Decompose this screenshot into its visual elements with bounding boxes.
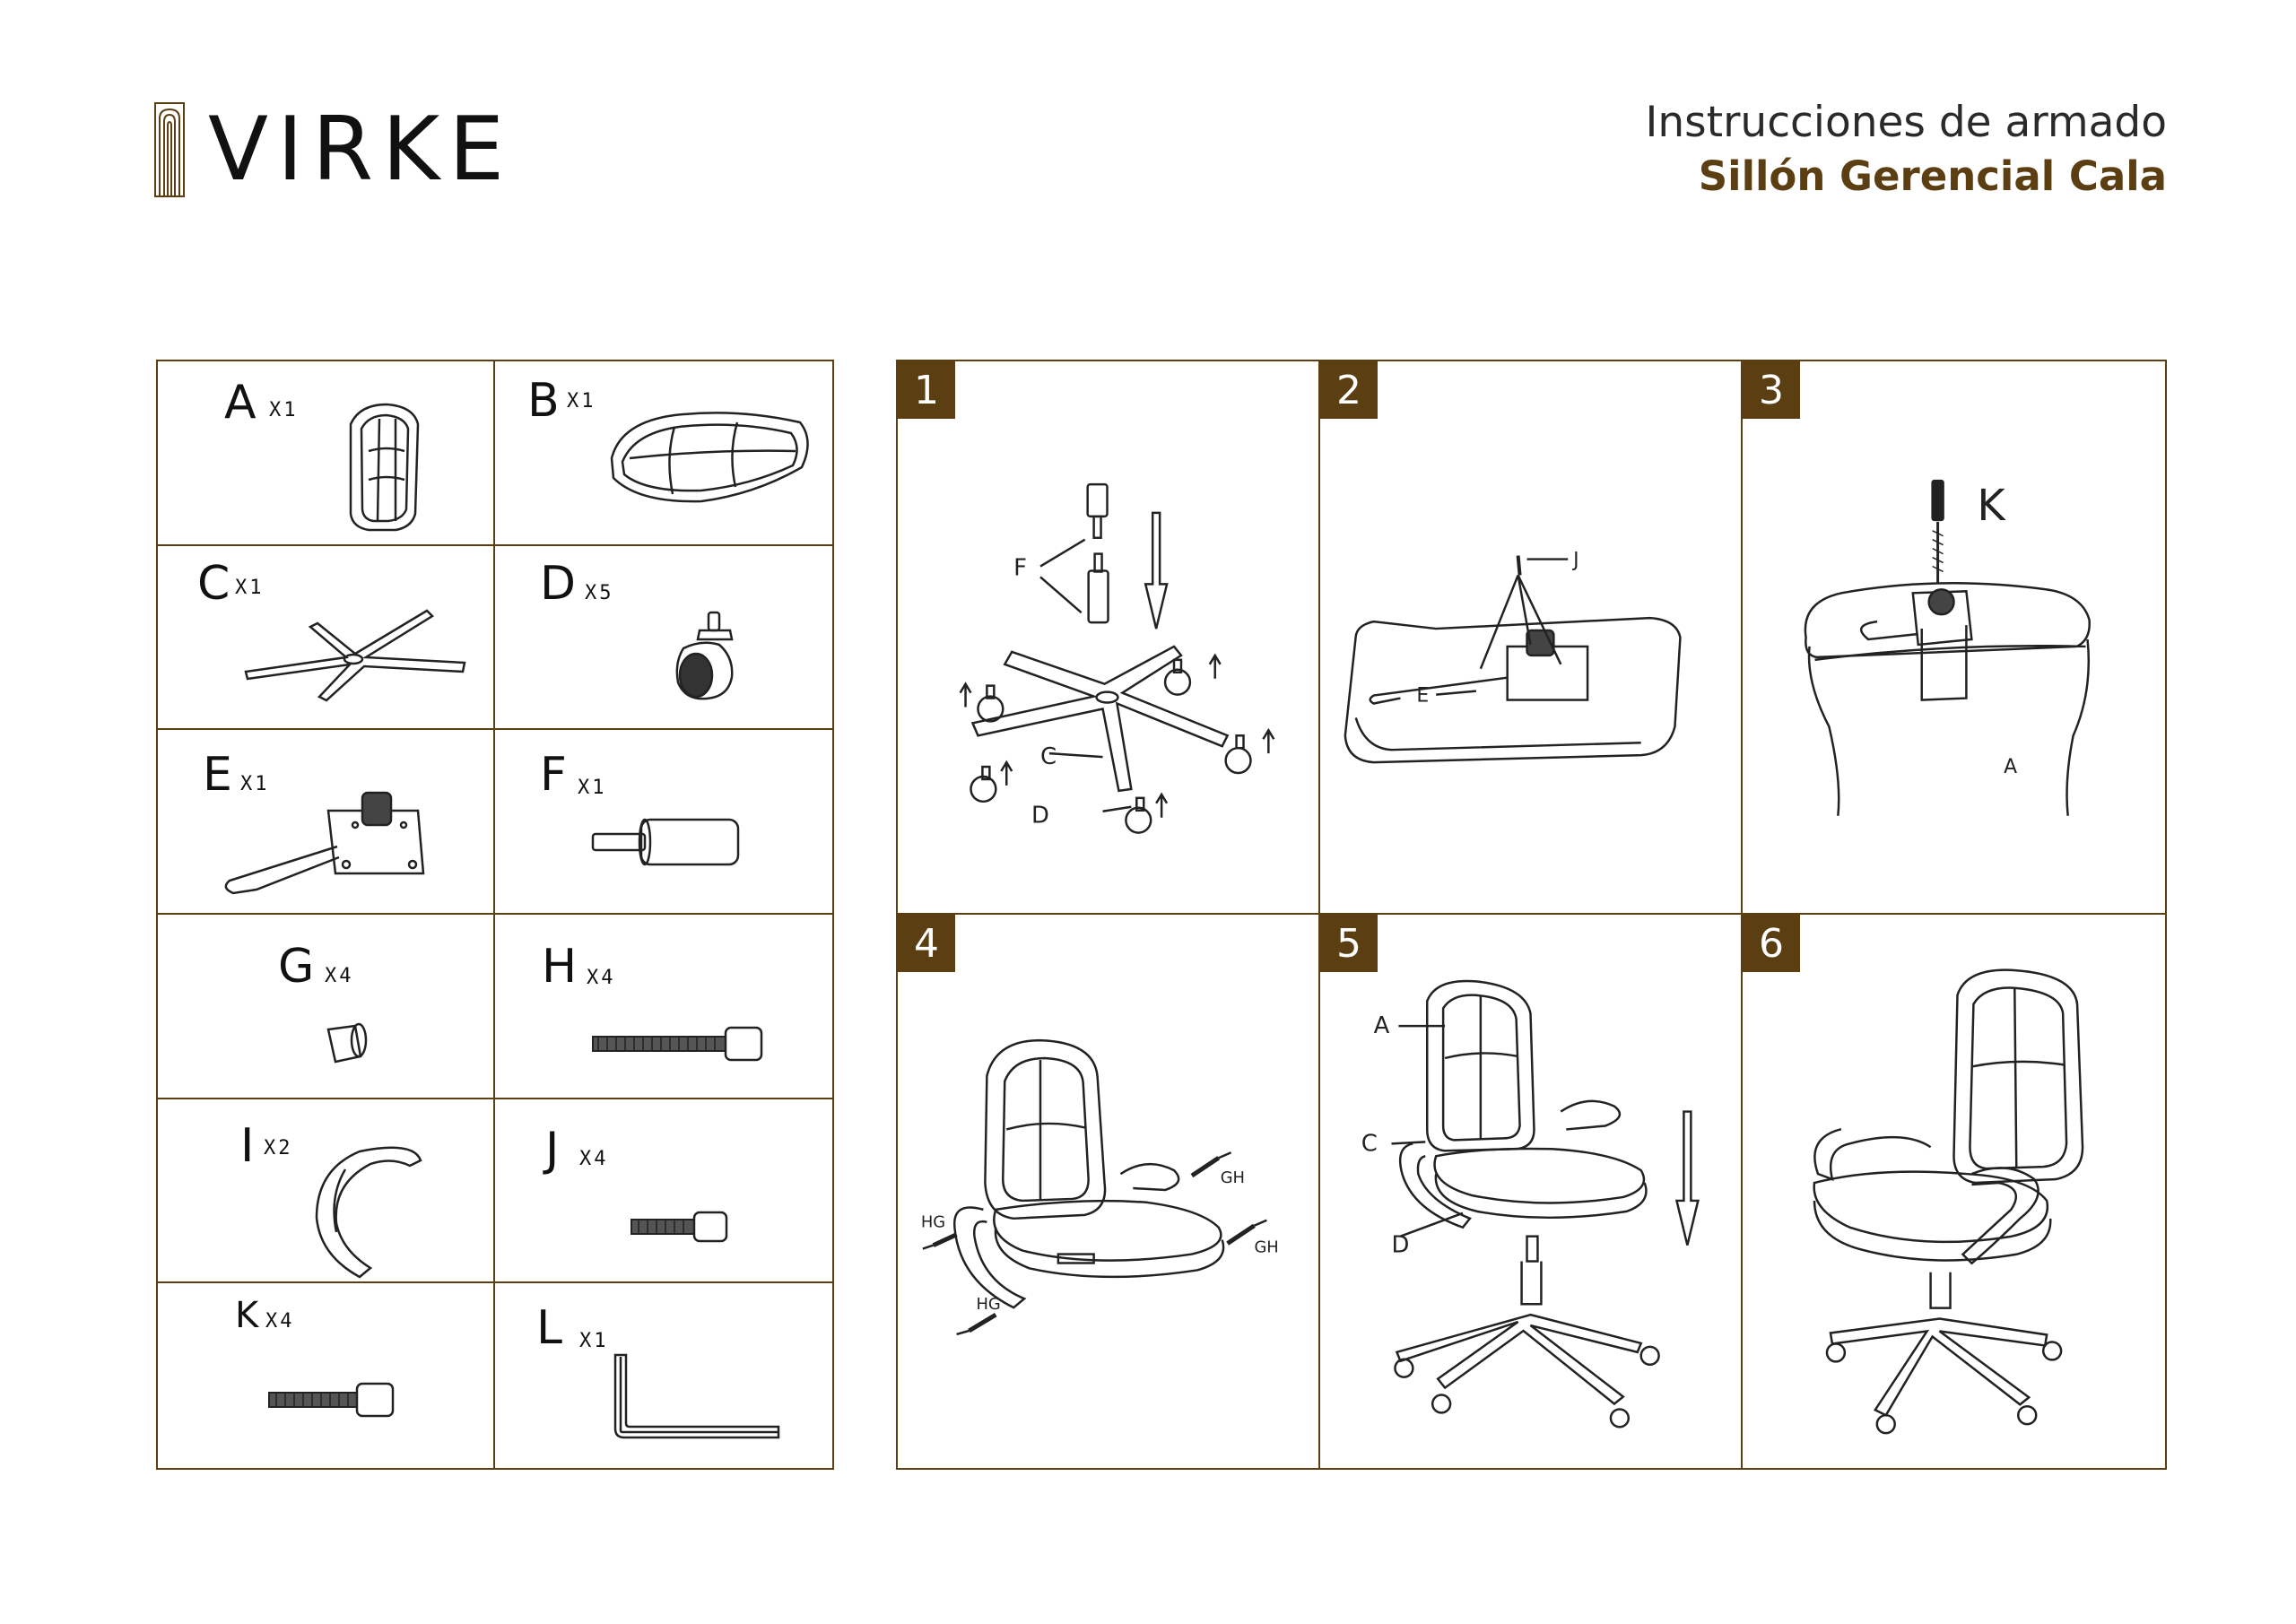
part-letter: I xyxy=(240,1118,255,1173)
star-base-icon xyxy=(239,600,472,708)
product-name: Sillón Gerencial Cala xyxy=(1698,152,2167,200)
part-quantity: X1 xyxy=(579,1330,609,1353)
part-j xyxy=(495,1099,832,1284)
allen-key-icon xyxy=(612,1351,782,1441)
step-number: 1 xyxy=(898,361,955,419)
part-letter: G xyxy=(278,940,315,994)
part-e xyxy=(158,730,495,915)
parts-list xyxy=(156,360,834,1470)
step-1 xyxy=(898,361,1320,915)
caster-wheel-icon xyxy=(665,609,746,708)
gas-cylinder-icon xyxy=(589,811,742,873)
long-bolt-icon xyxy=(589,1022,769,1067)
armrest-icon xyxy=(306,1133,431,1286)
part-quantity: X4 xyxy=(325,965,354,987)
washer-icon xyxy=(319,1020,373,1065)
part-quantity: X1 xyxy=(240,773,270,796)
part-a xyxy=(158,361,495,546)
step-3 xyxy=(1743,361,2165,915)
step-2 xyxy=(1320,361,1743,915)
gh-upper-label: GH xyxy=(1220,1168,1245,1188)
caster-label: D xyxy=(1031,802,1049,829)
screw-label: J xyxy=(1573,549,1579,572)
step-number: 4 xyxy=(898,915,955,972)
step-5-diagram xyxy=(1320,915,1741,1468)
part-letter: F xyxy=(540,748,567,803)
seat-cushion-icon xyxy=(603,404,818,512)
step-6 xyxy=(1743,915,2165,1468)
part-d xyxy=(495,546,832,731)
part-letter: E xyxy=(203,748,232,803)
part-quantity: X1 xyxy=(269,399,299,421)
part-c xyxy=(158,546,495,731)
medium-bolt-icon xyxy=(265,1378,400,1423)
part-letter: B xyxy=(527,374,560,428)
bolt-label: K xyxy=(1977,481,2005,531)
part-quantity: X4 xyxy=(579,1147,609,1170)
step-4-diagram xyxy=(898,915,1318,1468)
cylinder-label: F xyxy=(1013,554,1028,582)
step-2-diagram xyxy=(1320,361,1741,913)
step-number: 3 xyxy=(1743,361,1800,419)
part-letter: D xyxy=(540,556,577,611)
part-quantity: X2 xyxy=(264,1136,293,1159)
back-label: A xyxy=(1373,1012,1390,1040)
gh-right-label: GH xyxy=(1254,1238,1279,1257)
backrest-icon xyxy=(333,397,431,536)
part-letter: K xyxy=(235,1295,259,1337)
assembly-steps xyxy=(896,360,2167,1470)
part-i xyxy=(158,1099,495,1284)
part-quantity: X1 xyxy=(235,576,265,599)
tilt-mechanism-icon xyxy=(212,775,454,909)
hg-lower-label: HG xyxy=(976,1295,1001,1315)
brand-logo xyxy=(154,100,513,199)
part-k xyxy=(158,1283,495,1468)
document-title xyxy=(1646,97,2167,204)
part-b xyxy=(495,361,832,546)
step-3-diagram xyxy=(1743,361,2165,913)
part-f xyxy=(495,730,832,915)
part-quantity: X4 xyxy=(587,967,616,989)
document-heading: Instrucciones de armado xyxy=(1645,98,2167,147)
part-letter: L xyxy=(536,1301,562,1356)
mechanism-label: E xyxy=(1416,684,1430,708)
step-number: 2 xyxy=(1320,361,1378,419)
step-6-diagram xyxy=(1743,915,2165,1468)
step-number: 5 xyxy=(1320,915,1378,972)
part-letter: J xyxy=(545,1122,560,1177)
step-1-diagram xyxy=(898,361,1318,913)
caster-label: D xyxy=(1391,1231,1410,1259)
step-5 xyxy=(1320,915,1743,1468)
step-number: 6 xyxy=(1743,915,1800,972)
part-quantity: X1 xyxy=(578,777,607,800)
hg-left-label: HG xyxy=(920,1212,946,1232)
part-g xyxy=(158,915,495,1099)
short-bolt-icon xyxy=(628,1205,735,1250)
part-letter: C xyxy=(197,556,230,611)
part-l xyxy=(495,1283,832,1468)
base-label: C xyxy=(1039,743,1057,771)
part-letter: A xyxy=(224,376,257,430)
step-4 xyxy=(898,915,1320,1468)
brand-name: VIRKE xyxy=(208,99,514,201)
base-label: C xyxy=(1361,1130,1378,1158)
part-h xyxy=(495,915,832,1099)
virke-logo-mark-icon xyxy=(154,102,185,197)
part-letter: H xyxy=(542,940,578,994)
back-label: A xyxy=(2004,756,2018,779)
part-quantity: X5 xyxy=(585,581,614,604)
part-quantity: X1 xyxy=(567,390,596,413)
part-quantity: X4 xyxy=(265,1310,295,1333)
